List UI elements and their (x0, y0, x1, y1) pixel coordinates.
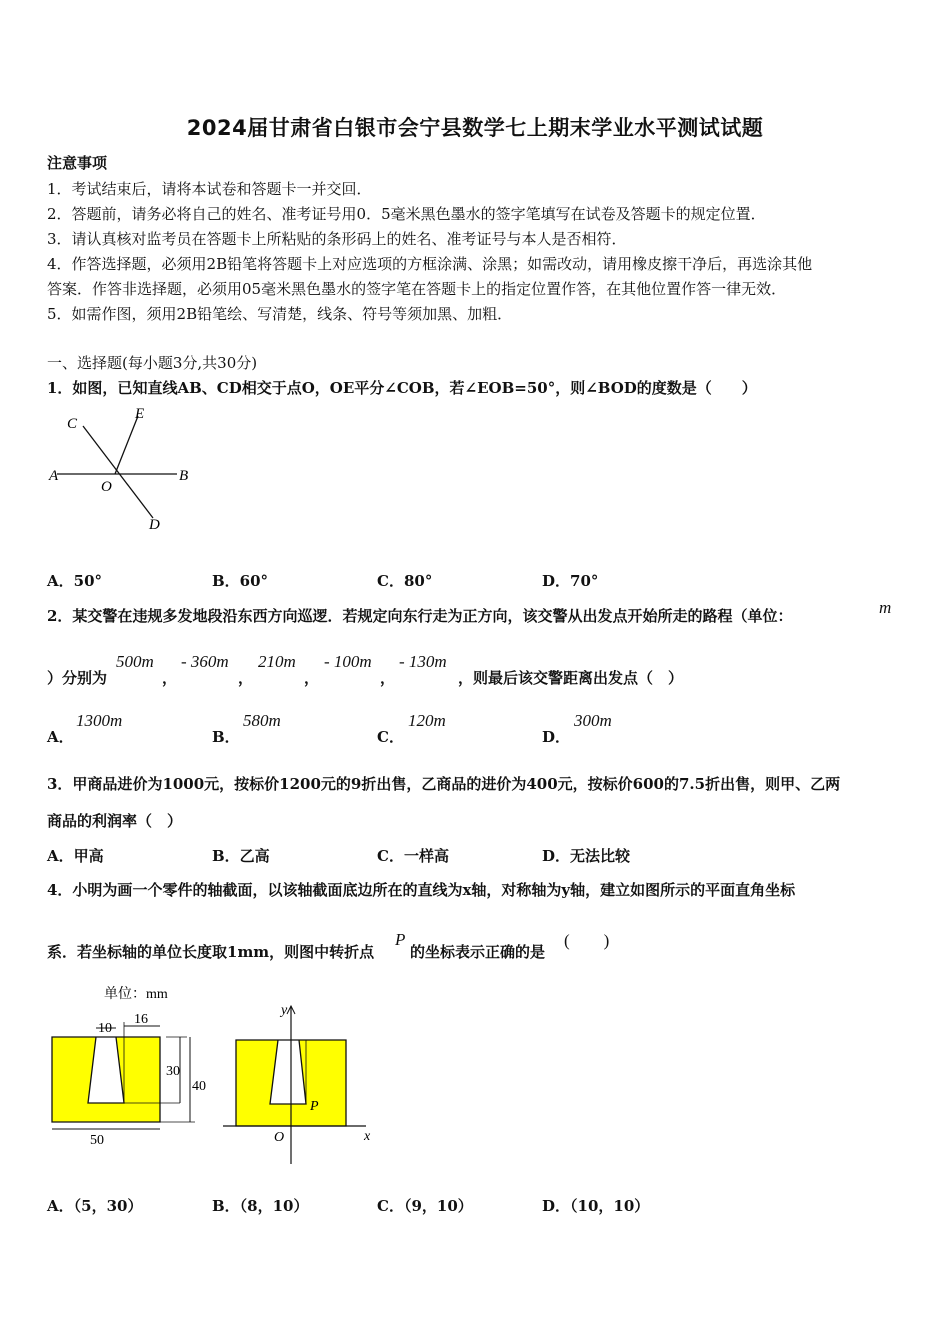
notice-item-1: 1．考试结束后，请将本试卷和答题卡一并交回． (47, 180, 372, 198)
notice-item-4a: 4．作答选择题，必须用2B铅笔将答题卡上对应选项的方框涂满、涂黑；如需改动，请用橡皮擦干净后，再选涂其他 (47, 255, 813, 273)
q2-sep-4: ， (380, 669, 396, 687)
q4-text-2-start: 系．若坐标轴的单位长度取1mm，则图中转折点 (47, 943, 375, 961)
origin-label: O (274, 1130, 285, 1145)
q2-option-c-value: 120m (408, 711, 446, 730)
q1-option-c: C．80° (377, 572, 433, 590)
point-p-label: P (310, 1099, 319, 1114)
q3-text-2: 商品的利润率（ ） (47, 812, 183, 830)
q1-figure (45, 402, 205, 537)
q2-text-2-start: ）分别为 (47, 669, 108, 687)
dim-30-label: 30 (166, 1064, 180, 1079)
q4-option-d: D．（10，10） (542, 1197, 650, 1215)
label-e: E (135, 406, 145, 422)
q2-value-2: - 360m (181, 652, 229, 671)
q2-text-2-end: ，则最后该交警距离出发点（ ） (458, 669, 684, 687)
q1-option-b: B．60° (212, 572, 269, 590)
section-heading: 一、选择题(每小题3分,共30分) (47, 354, 258, 372)
label-c: C (67, 416, 78, 432)
q4-figure (40, 982, 385, 1172)
q2-option-d-value: 300m (574, 711, 612, 730)
q3-text-1: 3．甲商品进价为1000元，按标价1200元的9折出售，乙商品的进价为400元，按标价600的7.5折出售，则甲、乙两 (47, 775, 841, 793)
label-o: O (101, 479, 112, 495)
dim-50-label: 50 (90, 1133, 104, 1148)
q4-answer-paren: ( ) (564, 931, 610, 950)
q1-option-d: D．70° (542, 572, 599, 590)
q2-sep-3: ， (304, 669, 320, 687)
q2-sep-1: ， (162, 669, 178, 687)
q2-option-a-letter: A． (47, 728, 74, 746)
dim-16-label: 16 (134, 1012, 148, 1027)
q3-option-b: B．乙高 (212, 847, 270, 865)
q2-option-b-value: 580m (243, 711, 281, 730)
label-a: A (49, 468, 59, 484)
q2-value-3: 210m (258, 652, 296, 671)
q4-point-p: P (395, 930, 406, 949)
q2-unit: m (879, 598, 892, 617)
q2-option-d-letter: D． (542, 728, 571, 746)
dim-40-label: 40 (192, 1079, 206, 1094)
q4-option-a: A．（5，30） (47, 1197, 143, 1215)
fig-unit-label: 单位：mm (104, 987, 168, 1002)
line-cd (83, 426, 153, 518)
dim-10-label: 10 (98, 1021, 112, 1036)
left-part-shape (52, 1037, 160, 1122)
q2-text-1: 2．某交警在违规多发地段沿东西方向巡逻．若规定向东行走为正方向，该交警从出发点开始所走的路程（单位： (47, 607, 793, 625)
q1-option-a: A．50° (47, 572, 103, 590)
q2-option-b-letter: B． (212, 728, 240, 746)
q2-value-5: - 130m (399, 652, 447, 671)
notice-item-3: 3．请认真核对监考员在答题卡上所粘贴的条形码上的姓名、准考证号与本人是否相符． (47, 230, 627, 248)
q4-text-1: 4．小明为画一个零件的轴截面，以该轴截面底边所在的直线为x轴，对称轴为y轴，建立如图所示的平面直角坐标 (47, 881, 796, 899)
ray-oe (115, 416, 138, 474)
q2-option-c-letter: C． (377, 728, 404, 746)
q4-text-2-end: 的坐标表示正确的是 (410, 943, 546, 961)
y-axis-label: y (281, 1003, 288, 1018)
q2-value-1: 500m (116, 652, 154, 671)
q3-option-a: A．甲高 (47, 847, 104, 865)
notice-item-2: 2．答题前，请务必将自己的姓名、准考证号用0．5毫米黑色墨水的签字笔填写在试卷及答题卡的规定位置． (47, 205, 766, 223)
notice-item-5: 5．如需作图，须用2B铅笔绘、写清楚，线条、符号等须加黑、加粗． (47, 305, 513, 323)
notice-item-4b: 答案．作答非选择题，必须用05毫米黑色墨水的签字笔在答题卡上的指定位置作答，在其他位置作答一律无效． (47, 280, 787, 298)
label-b: B (179, 468, 189, 484)
q2-option-a-value: 1300m (76, 711, 123, 730)
q1-text: 1．如图，已知直线AB、CD相交于点O，OE平分∠COB，若∠EOB=50°，则∠BOD的度数是（ ） (47, 379, 757, 397)
q4-option-b: B．（8，10） (212, 1197, 309, 1215)
x-axis-label: x (364, 1129, 371, 1144)
q3-option-c: C．一样高 (377, 847, 449, 865)
q2-sep-2: ， (238, 669, 254, 687)
notice-heading: 注意事项 (47, 154, 108, 172)
page-title: 2024届甘肃省白银市会宁县数学七上期末学业水平测试试题 (186, 116, 764, 140)
q3-option-d: D．无法比较 (542, 847, 631, 865)
label-d: D (149, 517, 160, 533)
q2-value-4: - 100m (324, 652, 372, 671)
q4-option-c: C．（9，10） (377, 1197, 473, 1215)
